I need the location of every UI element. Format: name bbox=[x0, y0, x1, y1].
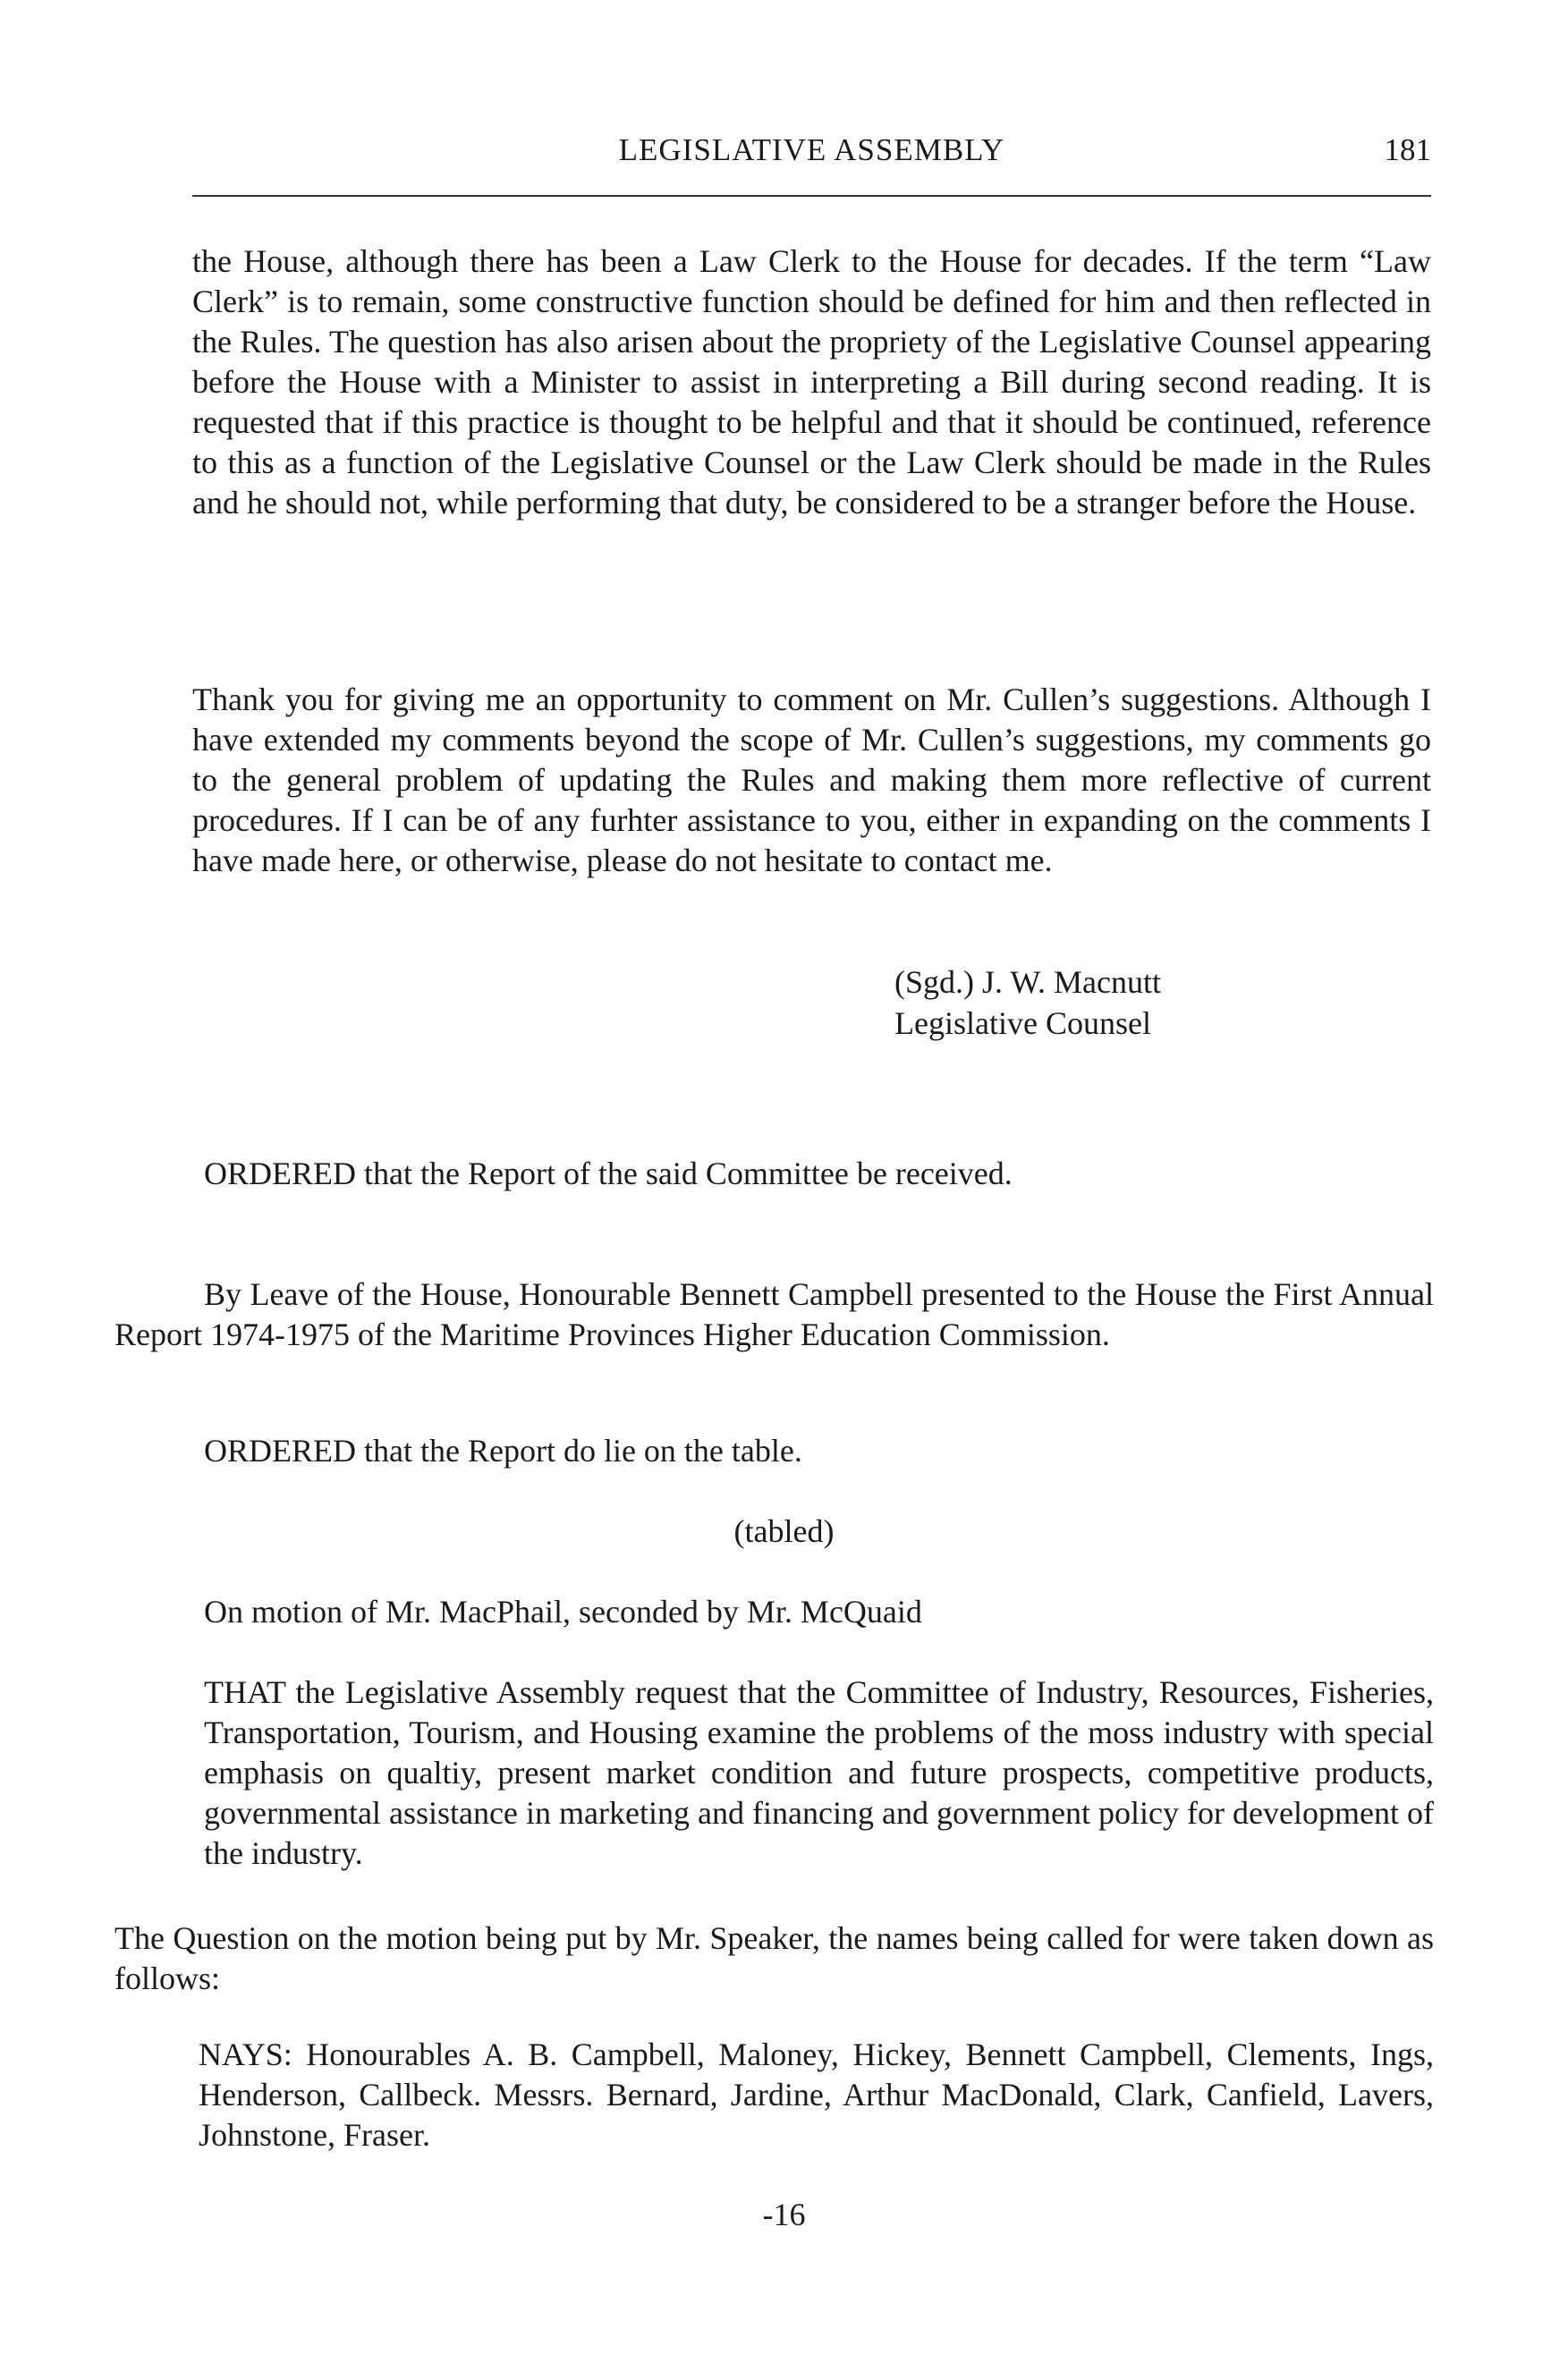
motion-line: On motion of Mr. MacPhail, seconded by Mr. McQuaid bbox=[204, 1594, 922, 1630]
leave-of-house-paragraph: By Leave of the House, Honourable Bennett Campbell presented to the House the First Annual Report 1974-1975 of the Maritime Provinces Higher Education Commission. bbox=[114, 1276, 1434, 1352]
motion-text: THAT the Legislative Assembly request that the Committee of Industry, Resources, Fisheries, Transportation, Tourism, and Housing examine the problems of the moss industry with special emphasis on qualtiy, present market condition and future prospects, competitive products, governmental assistance in marketing and financing and government policy for development of the industry. bbox=[204, 1674, 1434, 1871]
ordered-lie-on-table: ORDERED that the Report do lie on the table. bbox=[204, 1433, 802, 1469]
question-paragraph: The Question on the motion being put by Mr. Speaker, the names being called for were taken down as follows: bbox=[114, 1920, 1434, 1996]
signature-name: (Sgd.) J. W. Macnutt bbox=[894, 964, 1162, 1000]
paragraph-thank-you: Thank you for giving me an opportunity to comment on Mr. Cullen’s suggestions. Although I have extended my comments beyond the scope of Mr. Cullen’s suggestions, my comments go to the general problem of updating the Rules and making them more reflective of current procedures. If I can be of any furhter assistance to you, either in expanding on the comments I have made here, or otherwise, please do not hesitate to contact me. bbox=[192, 682, 1431, 878]
tabled-note: (tabled) bbox=[733, 1513, 835, 1549]
ordered-report-received: ORDERED that the Report of the said Committee be received. bbox=[204, 1156, 1013, 1191]
signature-title: Legislative Counsel bbox=[894, 1005, 1151, 1041]
header-rule bbox=[192, 195, 1431, 197]
paragraph-law-clerk: the House, although there has been a Law Clerk to the House for decades. If the term “Law Clerk” is to remain, some constructive function should be defined for him and then reflected in the Rules. The question has also arisen about the propriety of the Legislative Counsel appearing before the House with a Minister to assist in interpreting a Bill during second reading. It is requested that if this practice is thought to be helpful and that it should be continued, reference to this as a function of the Legislative Counsel or the Law Clerk should be made in the Rules and he should not, while performing that duty, be considered to be a stranger before the House. bbox=[192, 243, 1431, 521]
header-title: LEGISLATIVE ASSEMBLY bbox=[618, 132, 1005, 167]
header-page-number: 181 bbox=[1384, 132, 1431, 167]
footer-page-marker: -16 bbox=[762, 2197, 806, 2232]
nays-list: NAYS: Honourables A. B. Campbell, Maloney, Hickey, Bennett Campbell, Clements, Ings, Henderson, Callbeck. Messrs. Bernard, Jardine, Arthur MacDonald, Clark, Canfield, Lavers, Johnstone, Fraser. bbox=[199, 2037, 1434, 2153]
signature-block bbox=[894, 961, 1395, 1044]
page-header bbox=[192, 132, 1431, 179]
